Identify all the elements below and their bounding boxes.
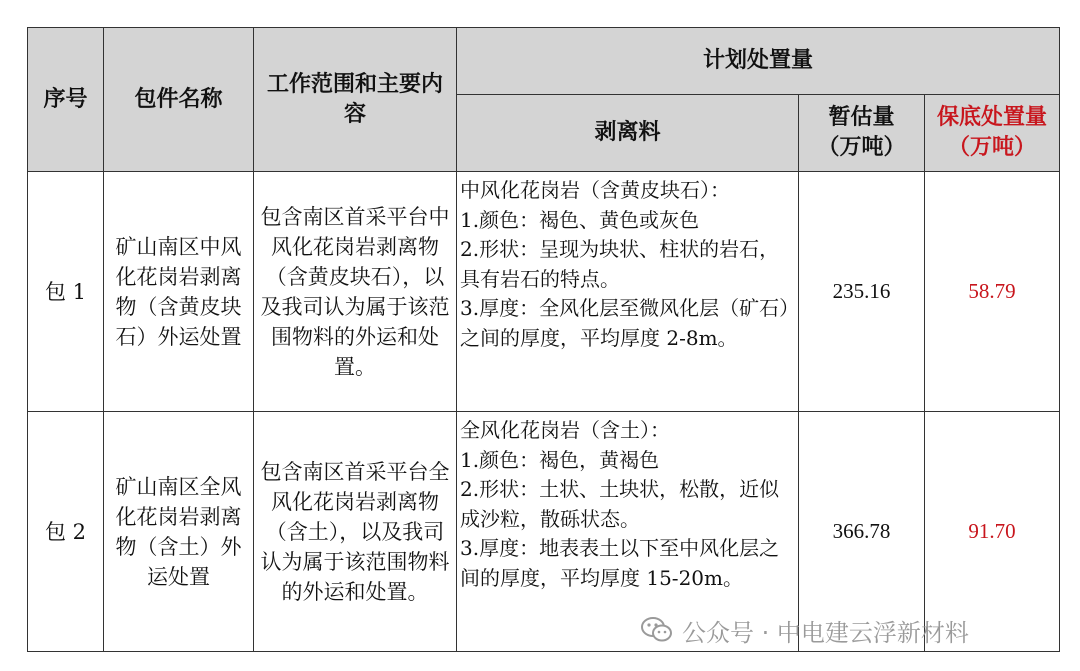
header-package-name: 包件名称	[104, 28, 254, 172]
material-shape: 2.形状：土状、土块状，松散，近似成沙粒，散砾状态。	[460, 477, 780, 531]
material-thickness: 3.厚度：地表表土以下至中风化层之间的厚度，平均厚度 15-20m。	[460, 536, 780, 590]
row-scope: 包含南区首采平台全风化花岗岩剥离物（含土），以及我司认为属于该范围物料的外运和处置。	[254, 412, 457, 652]
row-seq: 包 1	[28, 172, 104, 412]
material-color: 1.颜色：褐色、黄色或灰色	[460, 207, 700, 232]
header-seq: 序号	[28, 28, 104, 172]
disposal-table	[27, 27, 1060, 652]
header-minimum: 保底处置量（万吨）	[925, 95, 1060, 172]
row-package-name: 矿山南区全风化花岗岩剥离物（含土）外运处置	[104, 412, 254, 652]
wechat-icon	[640, 613, 674, 647]
row-estimate: 235.16	[799, 172, 925, 412]
row-package-name: 矿山南区中风化花岗岩剥离物（含黄皮块石）外运处置	[104, 172, 254, 412]
row-minimum: 91.70	[925, 412, 1060, 652]
header-scope: 工作范围和主要内容	[254, 28, 457, 172]
material-thickness: 3.厚度：全风化层至微风化层（矿石）之间的厚度，平均厚度 2-8m。	[460, 296, 790, 350]
header-plan: 计划处置量	[457, 28, 1060, 95]
row-scope: 包含南区首采平台中风化花岗岩剥离物（含黄皮块石），以及我司认为属于该范围物料的外运和处置。	[254, 172, 457, 412]
row-seq: 包 2	[28, 412, 104, 652]
header-material: 剥离料	[457, 95, 799, 172]
table-row	[28, 172, 1060, 412]
watermark	[640, 612, 969, 648]
material-color: 1.颜色：褐色，黄褐色	[460, 447, 660, 472]
row-material	[457, 172, 799, 412]
material-shape: 2.形状：呈现为块状、柱状的岩石，具有岩石的特点。	[460, 237, 780, 291]
header-estimate: 暂估量（万吨）	[799, 95, 925, 172]
row-minimum: 58.79	[925, 172, 1060, 412]
row-estimate: 366.78	[799, 412, 925, 652]
watermark-text: 公众号 · 中电建云浮新材料	[682, 618, 969, 647]
material-title: 中风化花岗岩（含黄皮块石）：	[460, 178, 730, 202]
material-title: 全风化花岗岩（含土）：	[460, 418, 670, 442]
